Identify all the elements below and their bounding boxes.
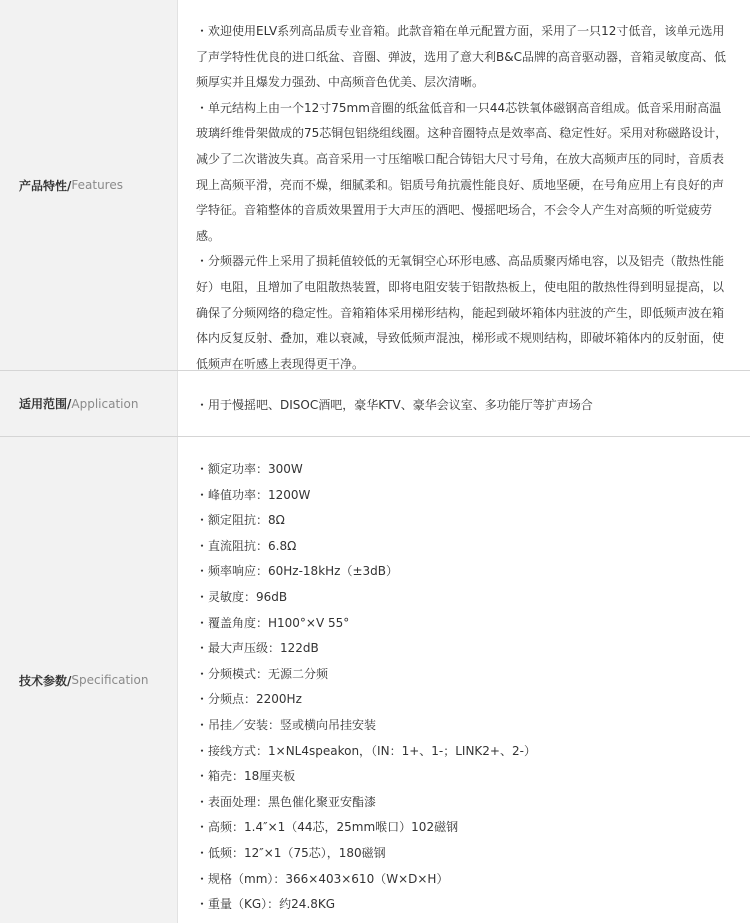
spec-item: ・重量（KG）：约24.8KG	[196, 897, 336, 912]
spec-item: ・覆盖角度：H100°×V 55°	[196, 615, 350, 630]
spec-item: ・峰值功率：1200W	[196, 487, 311, 502]
features-paragraph-2: ・单元结构上由一个12寸75mm音圈的纸盆低音和一只44芯铁氧体磁钢高音组成。低音采用耐高温玻璃纤维骨架做成的75芯铜包铝绕组线圈。这种音圈特点是效率高、稳定性好。采用对称磁路设计，减少了二次谐波失真。高音采用一寸压缩喉口配合铸铝大尺寸号角，在放大高频声压的同时，音质表现上高频平滑，亮而不燥，细腻柔和。铝质号角抗震性能良好、质地坚硬，在号角应用上有良好的声学特征。音箱整体的音质效果置用于大声压的酒吧、慢摇吧场合，不会令人产生对高频的听觉疲劳感。	[196, 100, 728, 243]
features-label	[0, 0, 178, 370]
specification-content	[178, 437, 750, 923]
specification-label-en: Specification	[71, 673, 149, 687]
features-paragraph-1: ・欢迎使用ELV系列高品质专业音箱。此款音箱在单元配置方面，采用了一只12寸低音，该单元选用了声学特性优良的进口纸盆、音圈、弹波，选用了意大利B&C品牌的高音驱动器，音箱灵敏度高、低频厚实并且爆发力强劲、中高频音色优美、层次清晰。	[196, 24, 726, 90]
spec-item: ・高频：1.4″×1（44芯，25mm喉口）102磁钢	[196, 820, 459, 835]
spec-item: ・频率响应：60Hz-18kHz（±3dB）	[196, 564, 399, 579]
spec-item: ・接线方式：1×NL4speakon，（IN：1+、1-；LINK2+、2-）	[196, 743, 536, 758]
features-label-zh: 产品特性/	[19, 178, 72, 193]
application-label	[0, 371, 178, 436]
spec-item: ・额定功率：300W	[196, 462, 303, 476]
spec-item: ・规格（mm）：366×403×610（W×D×H）	[196, 871, 449, 886]
features-content	[178, 0, 750, 370]
specification-label-zh: 技术参数/	[19, 673, 72, 688]
features-paragraph-3: ・分频器元件上采用了损耗值较低的无氧铜空心环形电感、高品质聚丙烯电容，以及铝壳（散热性能好）电阻，且增加了电阻散热装置，即将电阻安装于铝散热板上，使电阻的散热性得到明显提高，以确保了分频网络的稳定性。音箱箱体采用梯形结构，能起到破坏箱体内驻波的产生，即低频声波在箱体内反复反射、叠加，难以衰减，导致低频声混浊，梯形或不规则结构，即破坏箱体内的反射面，使低频声在听感上表现得更干净。	[196, 254, 725, 371]
spec-item: ・表面处理：黑色催化聚亚安酯漆	[196, 794, 377, 809]
spec-item: ・灵敏度：96dB	[196, 589, 288, 604]
features-label-en: Features	[71, 178, 123, 192]
application-content	[178, 371, 750, 437]
application-row	[0, 371, 750, 437]
spec-item: ・分频点：2200Hz	[196, 692, 302, 707]
spec-item: ・分频模式：无源二分频	[196, 666, 329, 681]
features-row	[0, 0, 750, 371]
spec-item: ・直流阻抗：6.8Ω	[196, 538, 297, 553]
spec-item: ・额定阻抗：8Ω	[196, 513, 285, 528]
application-label-en: Application	[71, 396, 139, 411]
specification-label	[0, 437, 178, 923]
spec-item: ・箱壳：18厘夹板	[196, 769, 296, 784]
spec-item: ・低频：12″×1（75芯），180磁钢	[196, 845, 386, 860]
spec-item: ・吊挂／安装：竖或横向吊挂安装	[196, 717, 377, 732]
application-text: ・用于慢摇吧、DISOC酒吧，豪华KTV、豪华会议室、多功能厅等扩声场合	[196, 397, 593, 412]
specification-row	[0, 437, 750, 923]
application-label-zh: 适用范围/	[19, 397, 72, 411]
spec-item: ・最大声压级：122dB	[196, 641, 319, 656]
